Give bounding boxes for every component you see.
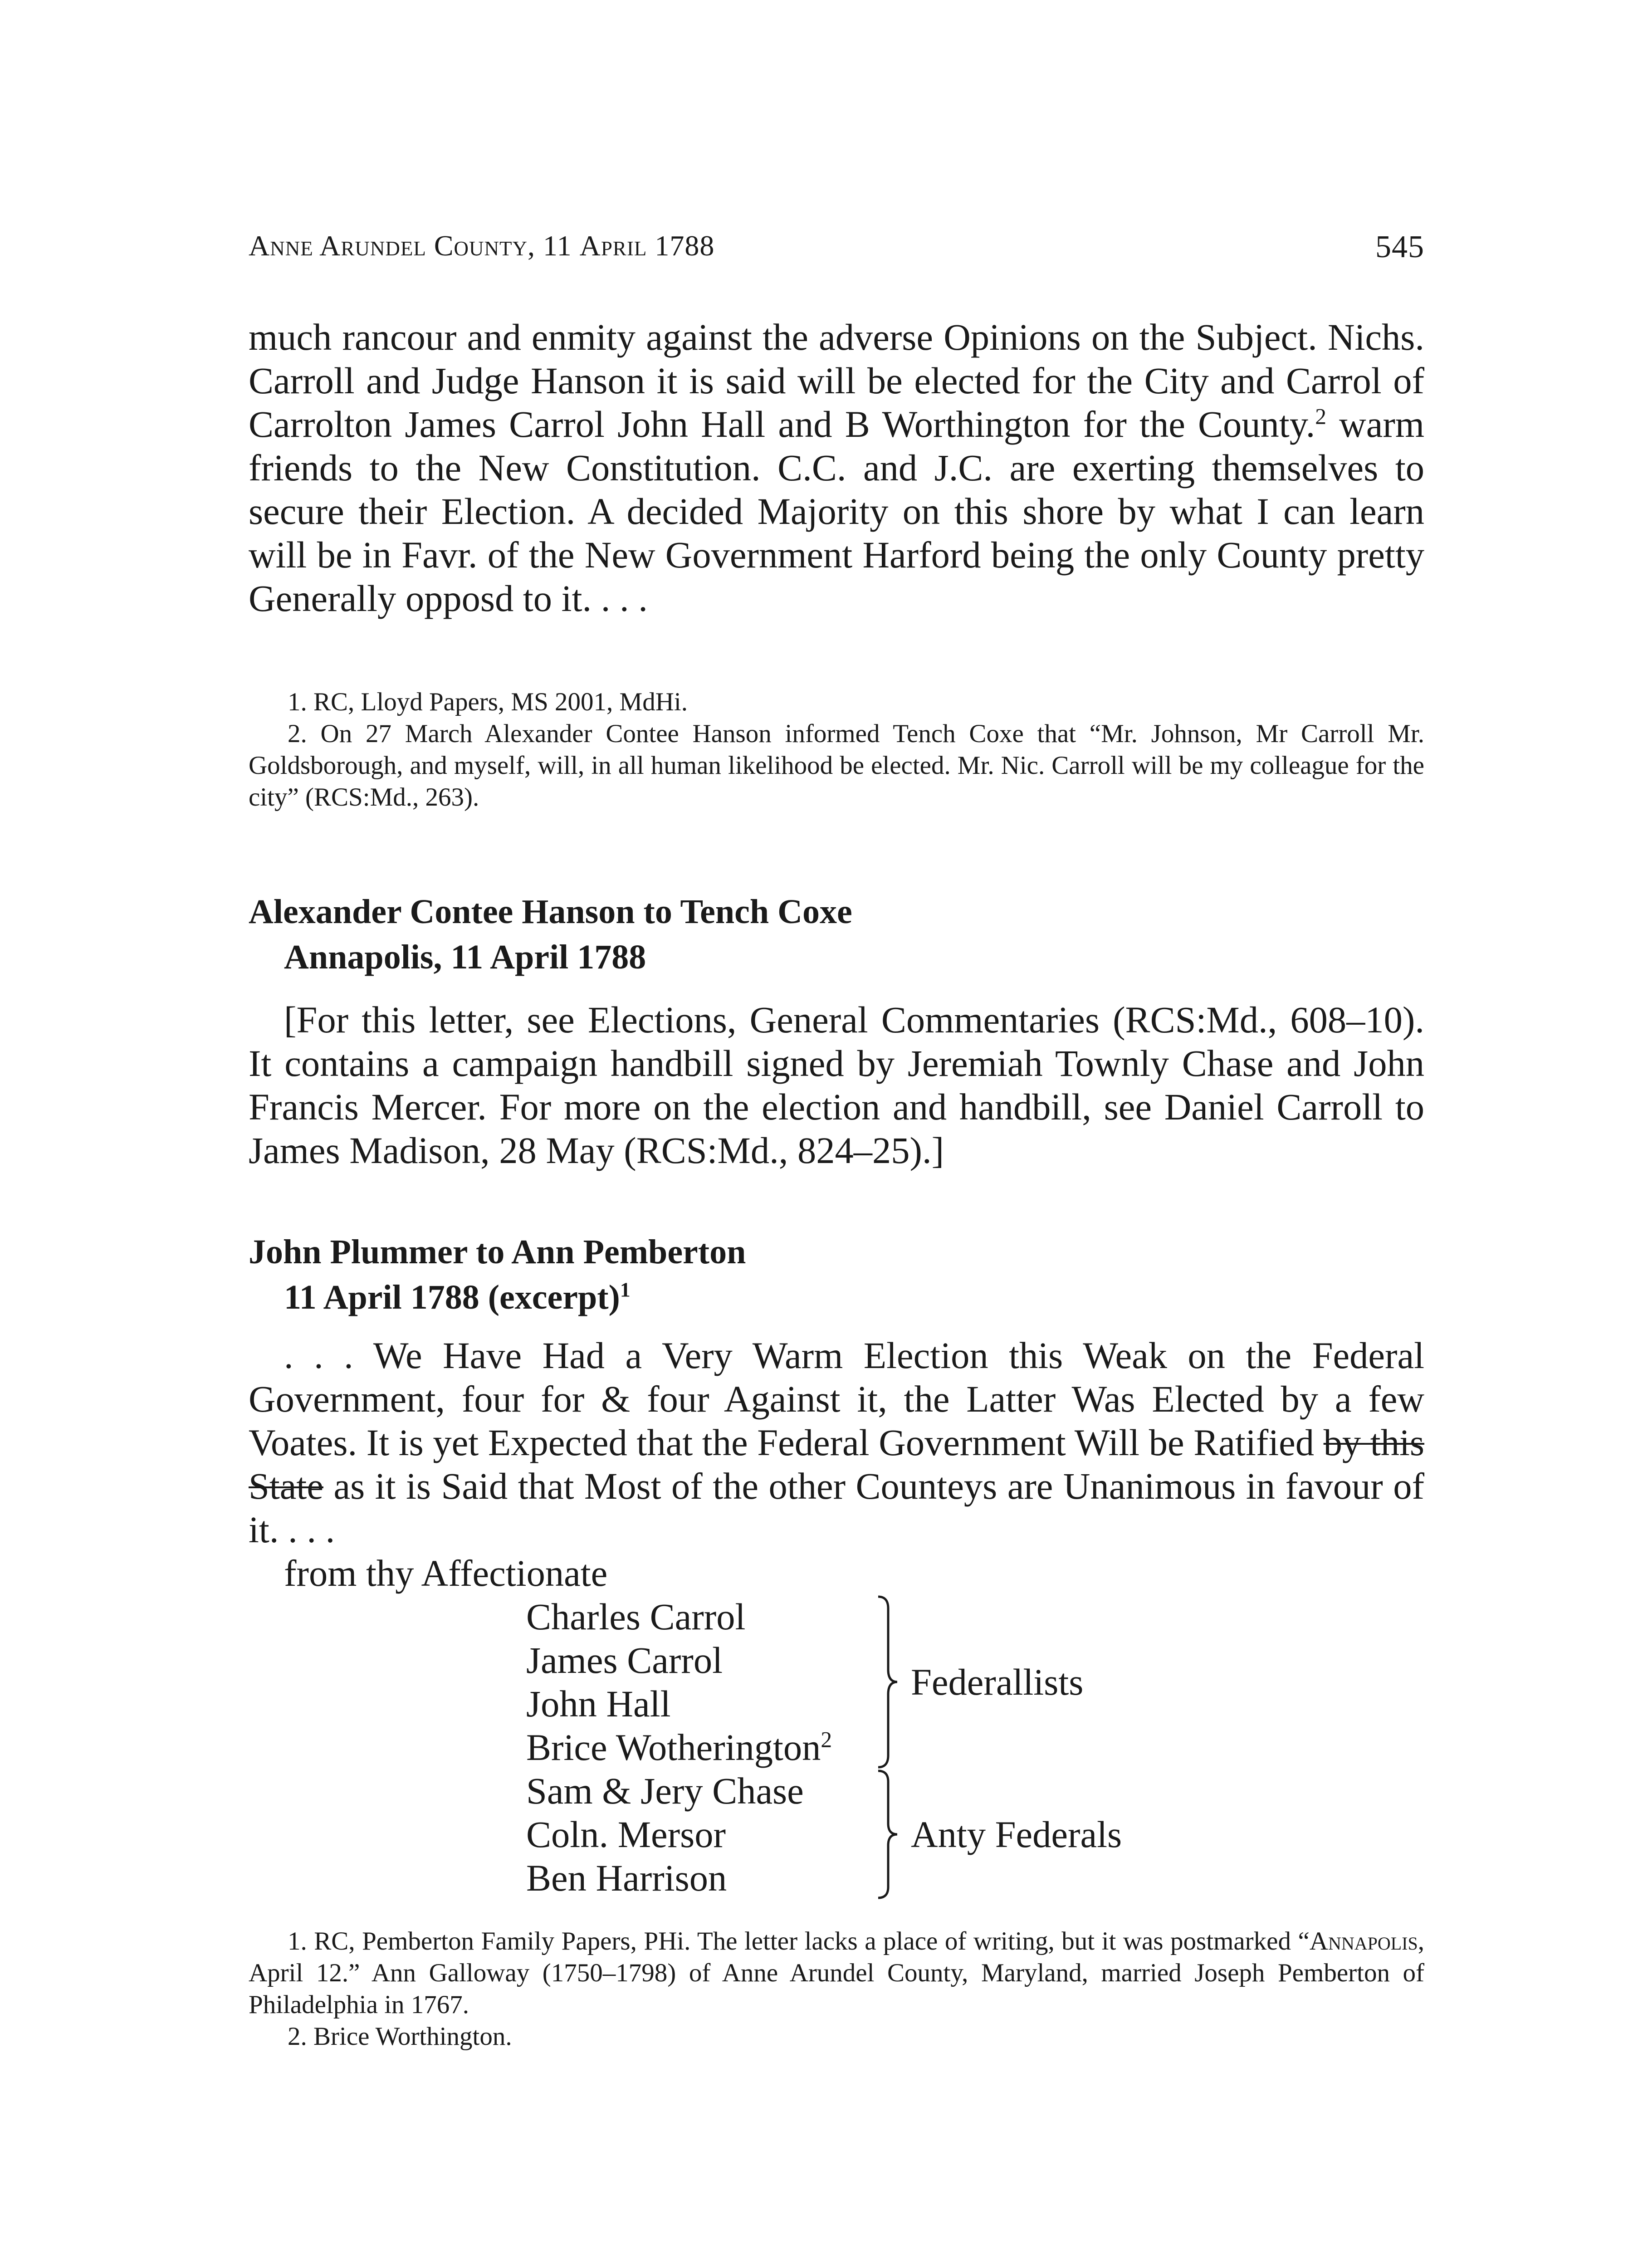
list-item: Sam & Jery Chase xyxy=(526,1770,804,1812)
list-item: Brice Wotherington$^2$ xyxy=(526,1726,832,1768)
running-head-title: Anne Arundel County, 11 April 1788 xyxy=(249,230,715,262)
list-item: John Hall xyxy=(526,1683,671,1725)
list-item: James Carrol xyxy=(526,1639,723,1681)
page xyxy=(249,0,1424,2268)
federalists-list xyxy=(526,1595,832,1769)
heading-place-date: Annapolis, 11 April 1788 xyxy=(284,938,646,976)
footnote-ref: 1 xyxy=(620,1278,631,1301)
heading-date: 11 April 1788 (excerpt)$^1$ xyxy=(284,1278,631,1316)
letter-continuation-paragraph: much rancour and enmity against the adverse Opinions on the Subject. Nichs. Carroll and Judge Hanson it is said will be elected for the City and Carrol of Carrolton James Carrol John Hall and B Worthington for the County.$^2$ warm friends to the New Constitution. C.C. and J.C. are exerting themselves to secure their Election. A decided Majority on this shore by what I can learn will be in Favr. of the New Government Harford being the only County pretty Generally opposd to it. . . . xyxy=(249,316,1424,619)
footnote-2: 2. On 27 March Alexander Contee Hanson informed Tench Coxe that “Mr. Johnson, Mr Carroll Mr. Goldsborough, and myself, will, in all human likelihood be elected. Mr. Nic. Carroll will be my colleague for the city” (RCS:Md., 263). xyxy=(249,719,1424,811)
footnotes-first-letter xyxy=(249,686,1424,813)
footnotes-second-letter xyxy=(249,1926,1424,2053)
anti-federalists-label: Anty Federals xyxy=(911,1813,1122,1855)
page-number: 545 xyxy=(1375,230,1424,264)
editorial-note-paragraph: [For this letter, see Elections, General Commentaries (RCS:Md., 608–10). It contains a campaign handbill signed by Jeremiah Townly Chase and John Francis Mercer. For more on the election and handbill, see Daniel Carroll to James Madison, 28 May (RCS:Md., 824–25).] xyxy=(249,999,1424,1171)
list-item: Coln. Mersor xyxy=(526,1813,726,1855)
letter-heading-plummer-pemberton xyxy=(249,1229,1424,1320)
footnote-ref: 2 xyxy=(821,1727,832,1752)
footnote-1: 1. RC, Pemberton Family Papers, PHi. The letter lacks a place of writing, but it was postmarked “Annapolis, April 12.” Ann Galloway (1750–1798) of Anne Arundel County, Maryland, married Joseph Pemberton of Philadelphia in 1767. xyxy=(249,1927,1424,2019)
footnote-1: 1. RC, Lloyd Papers, MS 2001, MdHi. xyxy=(288,688,688,716)
letter-excerpt-paragraph: . . . We Have Had a Very Warm Election this Weak on the Federal Government, four for & four Against it, the Latter Was Elected by a few Voates. It is yet Expected that the Federal Government Will be Ratified by this State as it is Said that Most of the other Counteys are Unanimous in favour of it. . . . xyxy=(249,1334,1424,1550)
letter-heading-hanson-coxe xyxy=(249,889,1424,980)
running-head xyxy=(249,229,1424,270)
list-item: Ben Harrison xyxy=(526,1857,727,1899)
footnote-ref: 2 xyxy=(1315,404,1326,429)
anti-federalists-list xyxy=(526,1769,804,1900)
right-brace-icon xyxy=(875,1769,902,1900)
heading-title: Alexander Contee Hanson to Tench Coxe xyxy=(249,893,852,931)
closing-line: from thy Affectionate xyxy=(284,1552,608,1594)
struck-text: by this State xyxy=(249,1422,1424,1507)
list-item: Charles Carrol xyxy=(526,1596,746,1637)
federalists-label: Federallists xyxy=(911,1661,1084,1703)
footnote-2: 2. Brice Worthington. xyxy=(288,2022,512,2051)
right-brace-icon xyxy=(875,1595,902,1769)
heading-title: John Plummer to Ann Pemberton xyxy=(249,1233,746,1271)
